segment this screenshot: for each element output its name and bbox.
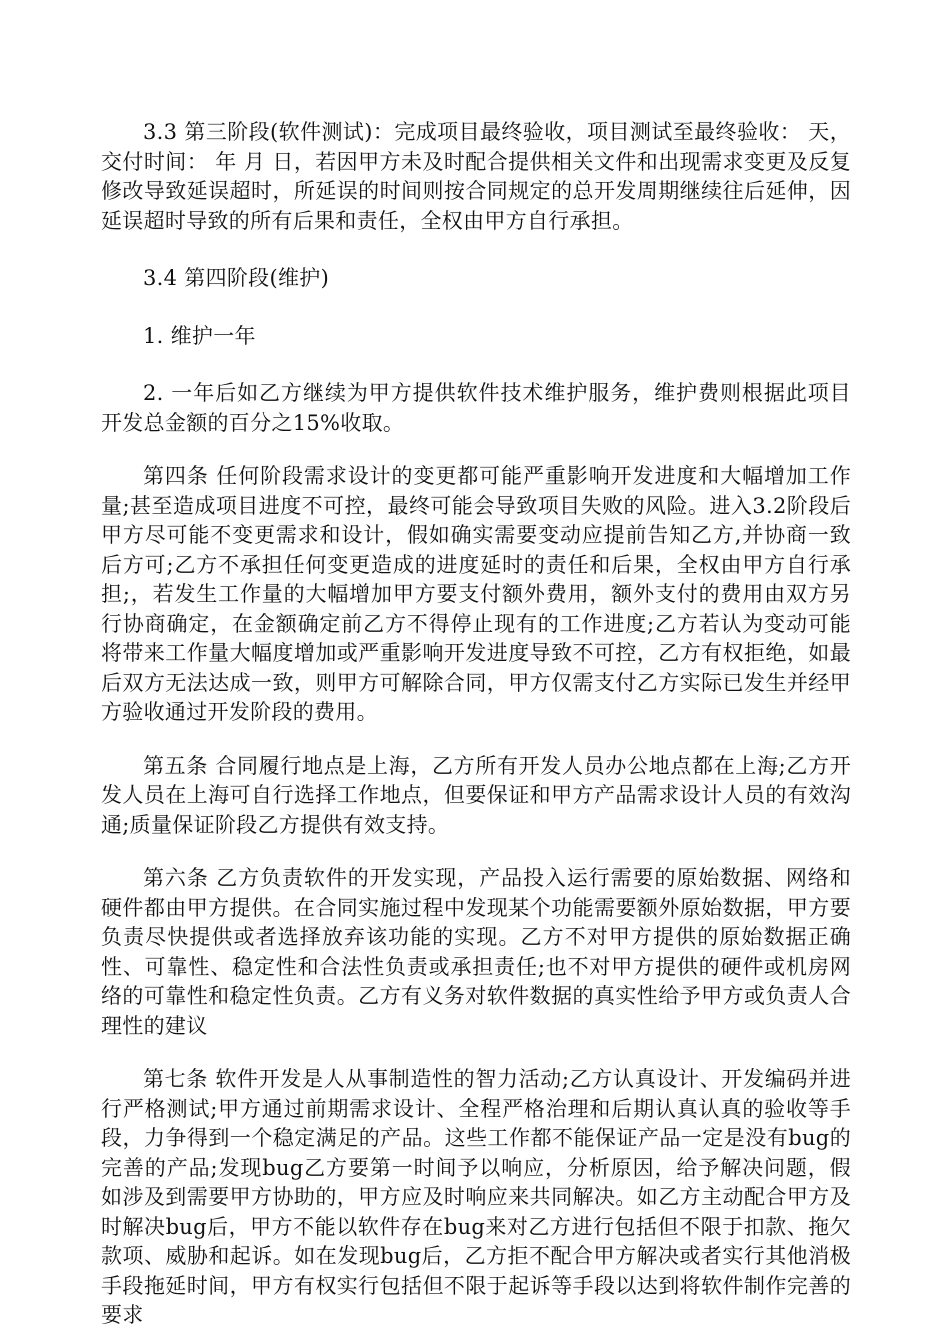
- paragraph-article-6: 第六条 乙方负责软件的开发实现，产品投入运行需要的原始数据、网络和硬件都由甲方提供。在合同实施过程中发现某个功能需要额外原始数据，甲方要负责尽快提供或者选择放弃该功能的实现。乙方不对甲方提供的原始数据正确性、可靠性、稳定性和合法性负责或承担责任;也不对甲方提供的硬件或机房网络的可靠性和稳定性负责。乙方有义务对软件数据的真实性给予甲方或负责人合理性的建议: [101, 866, 851, 1038]
- paragraph-maintenance-item-1: 1. 维护一年: [143, 323, 256, 348]
- paragraph-maintenance-item-2: 2. 一年后如乙方继续为甲方提供软件技术维护服务，维护费则根据此项目开发总金额的百分之15%收取。: [101, 381, 851, 435]
- paragraph-article-7: 第七条 软件开发是人从事制造性的智力活动;乙方认真设计、开发编码并进行严格测试;甲方通过前期需求设计、全程严格治理和后期认真认真的验收等手段，力争得到一个稳定满足的产品。这些工作都不能保证产品一定是没有bug的完善的产品;发现bug乙方要第一时间予以响应，分析原因，给予解决问题，假如涉及到需要甲方协助的，甲方应及时响应来共同解决。如乙方主动配合甲方及时解决bug后，甲方不能以软件存在bug来对乙方进行包括但不限于扣款、拖欠款项、威胁和起诉。如在发现bug后，乙方拒不配合甲方解决或者实行其他消极手段拖延时间，甲方有权实行包括但不限于起诉等手段以达到将软件制作完善的要求: [101, 1067, 851, 1327]
- document-body: [101, 118, 851, 1331]
- paragraph-article-5: 第五条 合同履行地点是上海，乙方所有开发人员办公地点都在上海;乙方开发人员在上海可自行选择工作地点，但要保证和甲方产品需求设计人员的有效沟通;质量保证阶段乙方提供有效支持。: [101, 753, 851, 837]
- paragraph-3-3-testing-phase: 3.3 第三阶段(软件测试)：完成项目最终验收，项目测试至最终验收： 天，交付时间： 年 月 日，若因甲方未及时配合提供相关文件和出现需求变更及反复修改导致延误超时，所延误的时间则按合同规定的总开发周期继续往后延伸，因延误超时导致的所有后果和责任，全权由甲方自行承担。: [101, 120, 851, 233]
- paragraph-3-4-maintenance-phase: 3.4 第四阶段(维护): [143, 266, 330, 290]
- paragraph-article-4: 第四条 任何阶段需求设计的变更都可能严重影响开发进度和大幅增加工作量;甚至造成项目进度不可控，最终可能会导致项目失败的风险。进入3.2阶段后甲方尽可能不变更需求和设计，假如确实需要变动应提前告知乙方,并协商一致后方可;乙方不承担任何变更造成的进度延时的责任和后果，全权由甲方自行承担;，若发生工作量的大幅增加甲方要支付额外费用，额外支付的费用由双方另行协商确定，在金额确定前乙方不得停止现有的工作进度;乙方若认为变动可能将带来工作量大幅度增加或严重影响开发进度导致不可控，乙方有权拒绝，如最后双方无法达成一致，则甲方可解除合同，甲方仅需支付乙方实际已发生并经甲方验收通过开发阶段的费用。: [101, 464, 851, 724]
